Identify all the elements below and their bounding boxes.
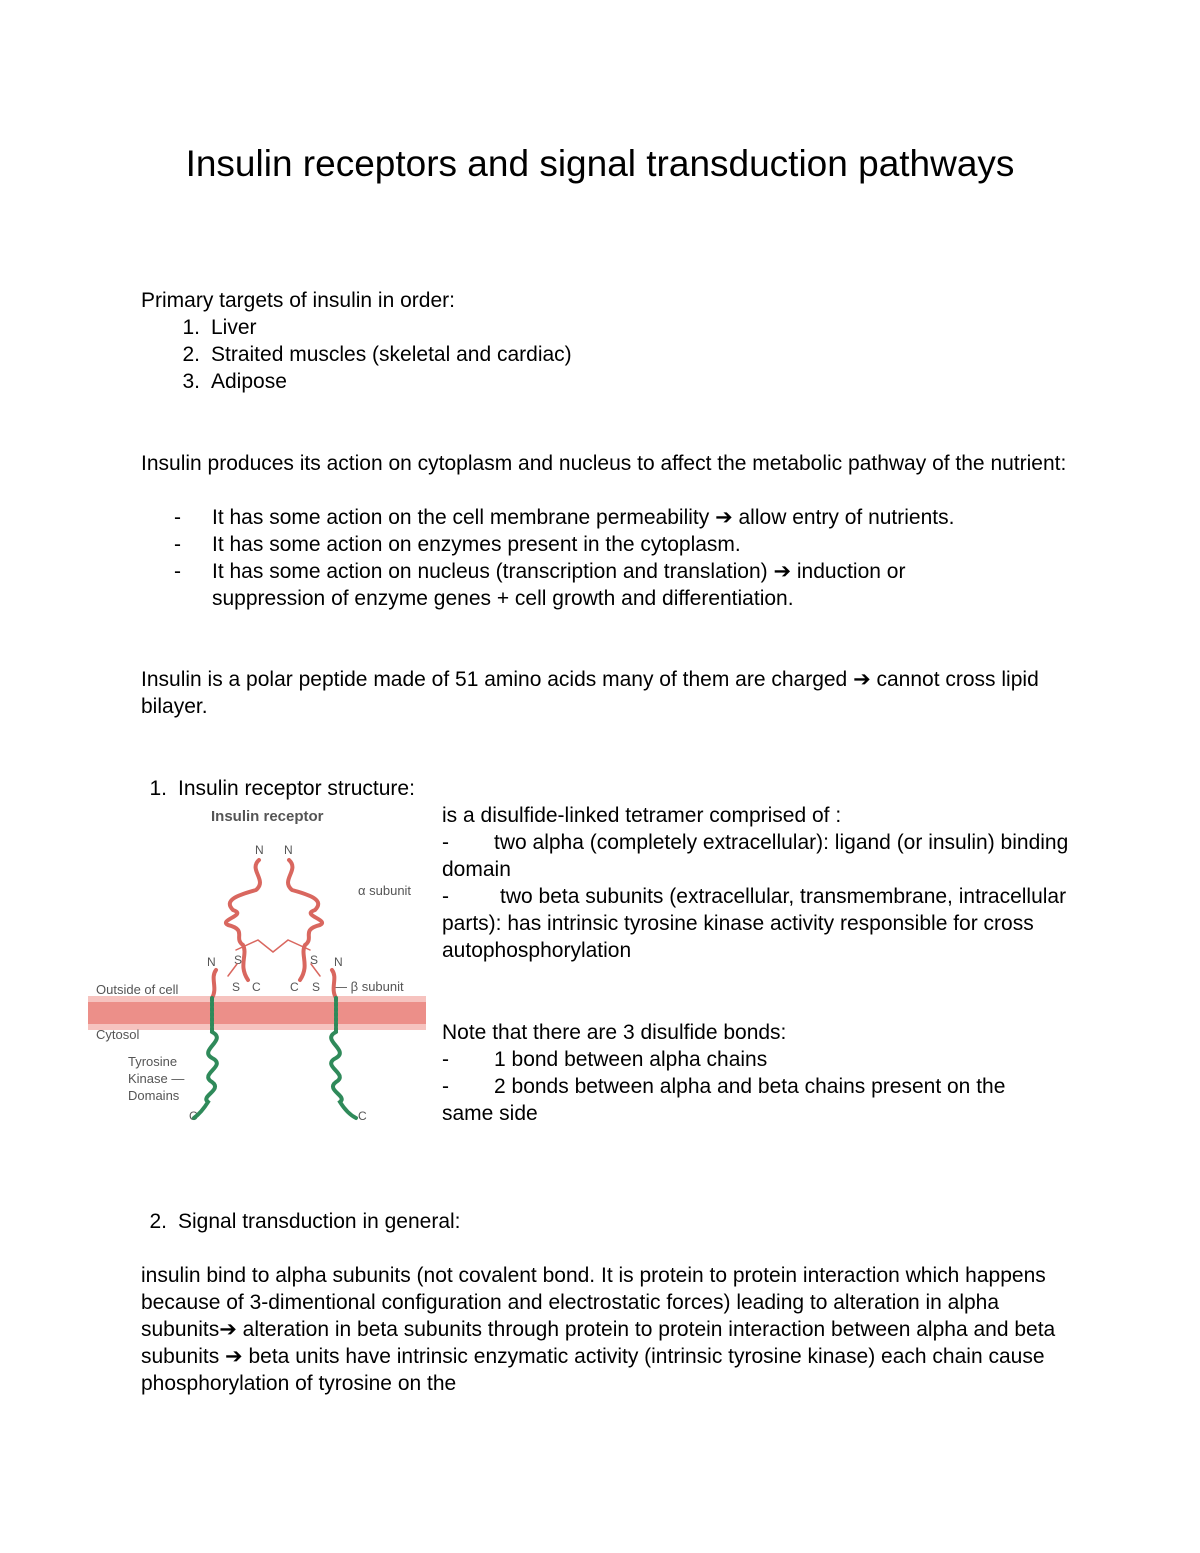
tk-label-1: Tyrosine — [128, 1054, 178, 1069]
outside-label: Outside of cell — [96, 982, 179, 997]
c-terminus-label: C — [189, 1109, 198, 1123]
sulfur-label: S — [232, 980, 241, 994]
bullet-item — [141, 558, 1071, 612]
beta-subunits — [194, 964, 356, 1118]
beta-subunit-label: — β subunit — [334, 979, 404, 994]
alpha-bullet: - two alpha (completely extracellular): ligand (or insulin) binding domain — [442, 831, 1069, 881]
sulfur-label: S — [312, 980, 321, 994]
alpha-beta-disulfide-left — [228, 964, 237, 976]
bullet-text: It has some action on the cell membrane permeability ➔ allow entry of nutrients. — [212, 506, 955, 529]
tk-label-2: Kinase — — [128, 1071, 185, 1086]
bullet-text: It has some action on enzymes present in the cytoplasm. — [212, 533, 741, 556]
list-number: 2. — [182, 343, 200, 366]
action-intro: Insulin produces its action on cytoplasm and nucleus to affect the metabolic pathway of the nutrient: — [141, 452, 1067, 475]
polar-paragraph: Insulin is a polar peptide made of 51 amino acids many of them are charged ➔ cannot cross lipid bilayer. — [141, 668, 1039, 718]
c-terminus-label: C — [290, 980, 299, 994]
bullet-text: It has some action on nucleus (transcription and translation) ➔ induction or suppression of enzyme genes + cell growth and differentiation. — [212, 560, 906, 610]
c-terminus-label: C — [358, 1109, 367, 1123]
cytosol-label: Cytosol — [96, 1027, 140, 1042]
bullet-item — [141, 504, 1071, 531]
bullet-dash: - — [174, 560, 181, 583]
bullet-dash: - — [174, 533, 181, 556]
sulfur-label: S — [234, 953, 243, 967]
cell-membrane — [88, 1002, 426, 1026]
page-title: Insulin receptors and signal transduction pathways — [185, 143, 1015, 184]
diagram-title: Insulin receptor — [211, 808, 324, 825]
beta-extracellular-right — [332, 970, 336, 998]
disulfide-note — [442, 1019, 1042, 1127]
tyrosine-kinase-right — [331, 1032, 356, 1118]
bond-bullet: - 2 bonds between alpha and beta chains present on the same side — [442, 1075, 1006, 1125]
list-number: 3. — [182, 370, 200, 393]
beta-bullet: - two beta subunits (extracellular, transmembrane, intracellular parts): has intrinsic tyrosine kinase activity responsible for cross autophosphorylation — [442, 885, 1067, 962]
section-2-body: insulin bind to alpha subunits (not covalent bond. It is protein to protein interaction which happens because of 3-dimentional configuration and electrostatic forces) leading to alteration in alpha subunits➔ alteration in beta subunits through protein to protein interaction between alpha and beta subunits ➔ beta units have intrinsic enzymatic activity (intrinsic tyrosine kinase) each chain cause phosphorylation of tyrosine on the — [141, 1264, 1056, 1395]
receptor-desc: is a disulfide-linked tetramer comprised of : — [442, 804, 842, 827]
section-number: 1. — [149, 777, 167, 800]
n-terminus-label: N — [284, 843, 293, 857]
receptor-description — [442, 802, 1082, 964]
section-number: 2. — [149, 1210, 167, 1233]
bond-bullet: - 1 bond between alpha chains — [442, 1048, 768, 1071]
list-label: Straited muscles (skeletal and cardiac) — [211, 343, 572, 366]
list-label: Liver — [211, 316, 257, 339]
list-number: 1. — [182, 316, 200, 339]
tk-label-3: Domains — [128, 1088, 180, 1103]
alpha-alpha-disulfide — [236, 940, 310, 952]
n-terminus-label: N — [207, 955, 216, 969]
c-terminus-label: C — [252, 980, 261, 994]
alpha-chain-left — [226, 860, 260, 980]
note-heading: Note that there are 3 disulfide bonds: — [442, 1021, 787, 1044]
sulfur-label: S — [310, 953, 319, 967]
insulin-receptor-diagram — [88, 800, 428, 1130]
beta-extracellular-left — [212, 970, 216, 998]
section-title: Insulin receptor structure: — [178, 777, 415, 800]
bullet-dash: - — [174, 506, 181, 529]
alpha-subunit-label: α subunit — [358, 883, 412, 898]
n-terminus-label: N — [255, 843, 264, 857]
n-terminus-label: N — [334, 955, 343, 969]
bullet-item — [141, 531, 1071, 558]
targets-heading: Primary targets of insulin in order: — [141, 289, 455, 312]
tyrosine-kinase-left — [194, 1032, 217, 1118]
list-label: Adipose — [211, 370, 287, 393]
section-title: Signal transduction in general: — [178, 1210, 461, 1233]
